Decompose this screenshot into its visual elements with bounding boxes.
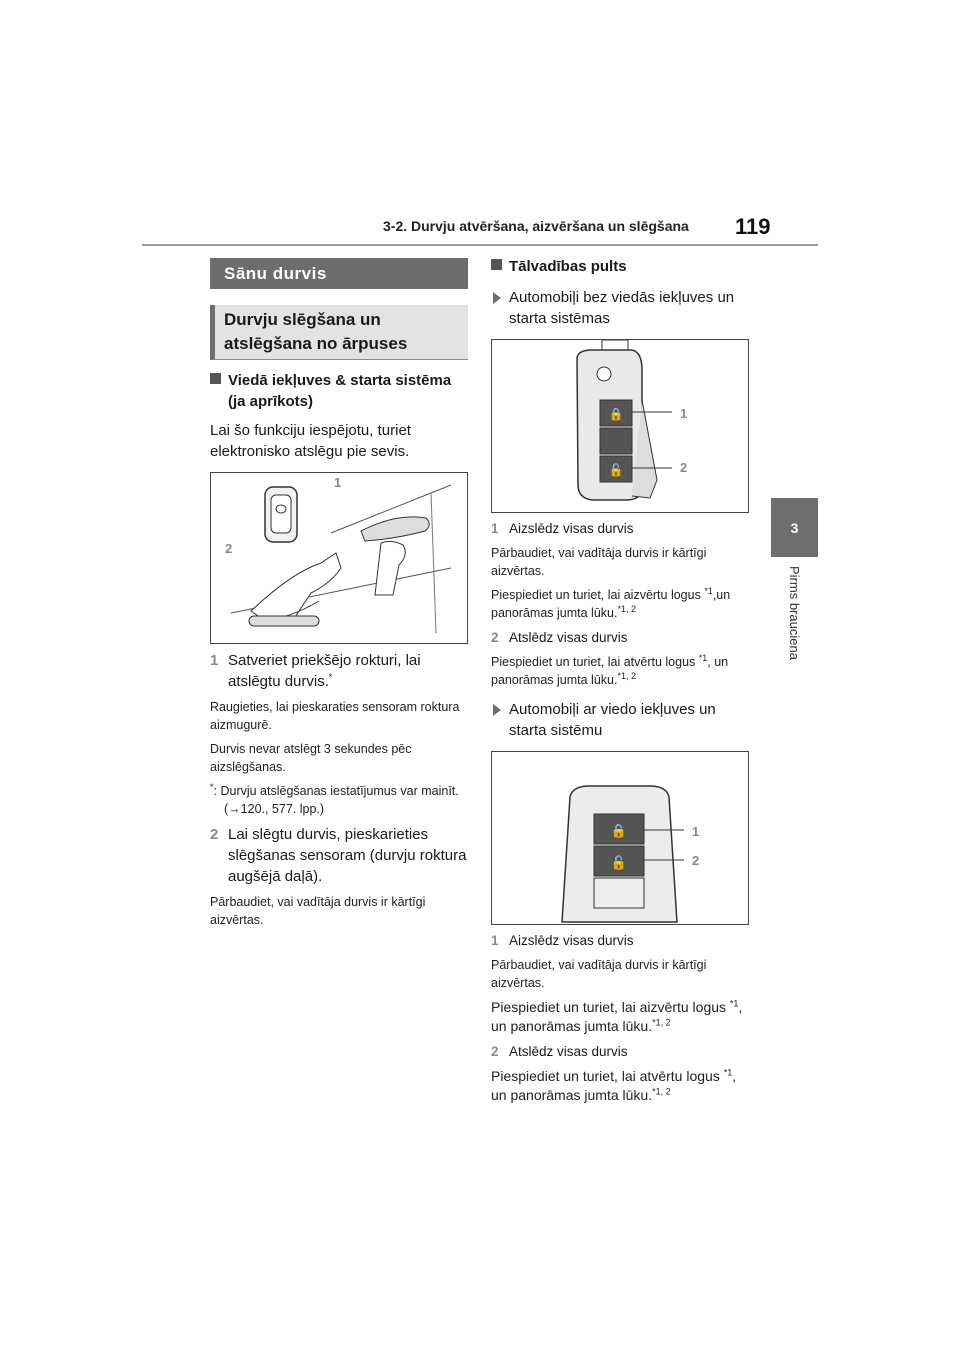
- fig-label-1: 1: [334, 475, 342, 490]
- note-text: Piespiediet un turiet, lai aizvērtu logus: [491, 999, 730, 1015]
- svg-text:🔓: 🔓: [610, 855, 628, 870]
- note-1: Raugieties, lai pieskaraties sensoram roktura aizmugurē.: [210, 700, 460, 732]
- note-sup: *1, 2: [652, 1017, 671, 1028]
- remote-key-illustration: [492, 340, 748, 512]
- note-sup: *1, 2: [617, 670, 636, 681]
- footnote-text: : Durvju atslēgšanas iestatījumus var mainīt. (→120., 577. lpp.): [213, 784, 459, 816]
- b-step-1: [491, 931, 749, 950]
- intro-text: Lai šo funkciju iespējotu, turiet elektronisko atslēgu pie sevis.: [210, 422, 411, 460]
- figure-door-handle: [210, 472, 468, 644]
- step-text: Atslēdz visas durvis: [509, 1044, 628, 1059]
- subheading-text: Automobiļi ar viedo iekļuves un starta sistēmu: [509, 701, 716, 739]
- triangle-bullet-icon: [493, 292, 501, 304]
- step-number: 1: [491, 933, 499, 948]
- smart-key-illustration: [492, 752, 748, 924]
- note-2: Durvis nevar atslēgt 3 sekundes pēc aizslēgšanas.: [210, 742, 412, 774]
- note-text: Piespiediet un turiet, lai atvērtu logus: [491, 655, 699, 669]
- footnote-mark: *: [210, 781, 214, 792]
- note-sup: *1: [729, 998, 739, 1009]
- b-note-2: [491, 998, 749, 1036]
- step-text: Satveriet priekšējo rokturi, lai atslēgtu durvis.: [228, 652, 421, 690]
- note-text: Piespiediet un turiet, lai aizvērtu logus: [491, 588, 705, 602]
- a-note-1: Pārbaudiet, vai vadītāja durvis ir kārtīgi aizvērtas.: [491, 546, 707, 578]
- step-text: Atslēdz visas durvis: [509, 630, 628, 645]
- step-text: Lai slēgtu durvis, pieskarieties slēgšanas sensoram (durvju roktura augšējā daļā).: [228, 826, 467, 885]
- chapter-title: Pirms brauciena: [787, 566, 802, 660]
- note-sup: *1: [698, 652, 708, 663]
- fig1-label-2: 2: [680, 460, 688, 475]
- right-column: [491, 256, 749, 1105]
- step-1: [210, 650, 468, 692]
- subheading-text: Automobiļi bez viedās iekļuves un starta sistēmas: [509, 289, 735, 327]
- fig-label-2: 2: [225, 541, 233, 556]
- triangle-bullet-icon: [493, 704, 501, 716]
- section-title: 3-2. Durvju atvēršana, aizvēršana un slēgšana: [383, 218, 689, 234]
- b-note-1: Pārbaudiet, vai vadītāja durvis ir kārtīgi aizvērtas.: [491, 958, 707, 990]
- step-number: 2: [491, 630, 499, 645]
- page-number: 119: [735, 214, 771, 239]
- header-rule: [142, 244, 818, 246]
- step-number: 1: [491, 521, 499, 536]
- left-column: [210, 258, 468, 929]
- note-sup: *1, 2: [617, 603, 636, 614]
- step-2: [210, 824, 468, 887]
- chapter-label: [786, 566, 806, 716]
- fig2-label-2: 2: [692, 853, 700, 868]
- section-bar: Sānu durvis: [210, 258, 468, 289]
- step-sup: *: [328, 672, 333, 682]
- fig1-label-1: 1: [680, 406, 688, 421]
- svg-text:🔒: 🔒: [610, 823, 628, 838]
- subsection-bar: Durvju slēgšana un atslēgšana no ārpuses: [210, 305, 468, 360]
- heading-remote: [491, 256, 749, 277]
- heading-text: Viedā iekļuves & starta sistēma (ja aprīkots): [228, 372, 452, 410]
- b-step-2: [491, 1042, 749, 1061]
- note-text: , un panorāmas jumta lūku.: [491, 1068, 737, 1103]
- subheading-no-smart: [491, 287, 749, 329]
- step-number: 1: [210, 652, 219, 669]
- note-text: , un panorāmas jumta lūku.: [491, 999, 743, 1034]
- figure-remote-key: [491, 339, 749, 513]
- note-sup: *1: [723, 1067, 733, 1078]
- a-note-3: [491, 653, 749, 689]
- a-note-2: [491, 586, 749, 622]
- svg-text:🔒: 🔒: [608, 407, 624, 421]
- a-step-2: [491, 628, 749, 647]
- svg-text:🔓: 🔓: [608, 463, 624, 477]
- note-text: , un panorāmas jumta lūku.: [491, 655, 729, 687]
- subheading-smart: [491, 699, 749, 741]
- square-bullet-icon: [210, 373, 221, 384]
- door-handle-illustration: [211, 473, 467, 643]
- a-step-1: [491, 519, 749, 538]
- step-number: 2: [210, 826, 219, 843]
- step-text: Aizslēdz visas durvis: [509, 933, 634, 948]
- note-3: Pārbaudiet, vai vadītāja durvis ir kārtīgi aizvērtas.: [210, 895, 426, 927]
- heading-smart-entry: [210, 370, 468, 412]
- b-note-3: [491, 1067, 749, 1105]
- footnote: [210, 782, 468, 818]
- figure-smart-key: [491, 751, 749, 925]
- step-text: Aizslēdz visas durvis: [509, 521, 634, 536]
- note-text: Piespiediet un turiet, lai atvērtu logus: [491, 1068, 724, 1084]
- note-sup: *1, 2: [652, 1086, 671, 1097]
- note-sup: *1: [704, 585, 713, 596]
- heading-text: Tālvadības pults: [509, 258, 627, 275]
- note-text: ,un panorāmas jumta lūku.: [491, 588, 731, 620]
- step-number: 2: [491, 1044, 499, 1059]
- chapter-tab: 3: [771, 498, 818, 557]
- fig2-label-1: 1: [692, 824, 700, 839]
- square-bullet-icon: [491, 259, 502, 270]
